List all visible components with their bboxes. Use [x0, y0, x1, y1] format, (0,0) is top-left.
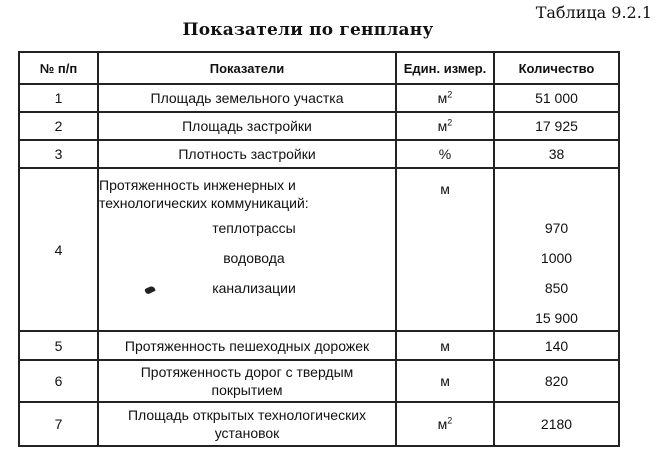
qty-value: 970	[544, 220, 569, 236]
row-num: 2	[19, 112, 98, 140]
sub-item: канализации	[212, 280, 296, 296]
table-number: Таблица 9.2.1	[535, 3, 652, 22]
unit-text: м	[437, 416, 448, 432]
unit-superscript: 2	[447, 415, 453, 426]
header-indicator: Показатели	[98, 52, 396, 84]
row-unit: м	[396, 360, 494, 402]
row-num: 6	[19, 360, 98, 402]
unit-superscript: 2	[447, 117, 453, 128]
row-indicator	[98, 402, 396, 446]
qty-value: 850	[544, 280, 569, 296]
unit-superscript: 2	[447, 89, 453, 100]
table-row	[19, 360, 619, 402]
indicators-table	[18, 51, 620, 447]
row-num: 7	[19, 402, 98, 446]
sub-item: водовода	[223, 250, 285, 266]
row-num: 3	[19, 140, 98, 168]
row-qty: 140	[494, 331, 619, 360]
row-indicator: Плотность застройки	[98, 140, 396, 168]
table-row	[19, 140, 619, 168]
row-num: 4	[19, 168, 98, 331]
row-num: 1	[19, 84, 98, 112]
table-title: Показатели по генплану	[182, 20, 434, 40]
row-indicator: Площадь застройки	[98, 112, 396, 140]
row-indicator	[98, 168, 396, 331]
table-row	[19, 331, 619, 360]
row-unit: м	[396, 331, 494, 360]
table-row	[19, 112, 619, 140]
qty-value: 1000	[540, 250, 573, 266]
table-row	[19, 84, 619, 112]
row-qty: 51 000	[494, 84, 619, 112]
indicator-line: Площадь открытых технологических	[127, 407, 367, 423]
indicator-line: установок	[214, 425, 280, 441]
indicator-line: покрытием	[211, 382, 283, 398]
row-indicator	[98, 360, 396, 402]
qty-value: 15 900	[535, 310, 578, 326]
row-unit: %	[396, 140, 494, 168]
row-unit	[396, 112, 494, 140]
header-unit: Един. измер.	[396, 52, 494, 84]
header-qty: Количество	[494, 52, 619, 84]
row-qty	[494, 168, 619, 331]
row-indicator: Площадь земельного участка	[98, 84, 396, 112]
table-row	[19, 168, 619, 331]
row-qty: 38	[494, 140, 619, 168]
header-row	[19, 52, 619, 84]
indicator-heading	[99, 176, 309, 212]
row-qty: 820	[494, 360, 619, 402]
row-num: 5	[19, 331, 98, 360]
row-indicator: Протяженность пешеходных дорожек	[98, 331, 396, 360]
row-unit	[396, 402, 494, 446]
row-qty: 2180	[494, 402, 619, 446]
table-row	[19, 402, 619, 446]
unit-text: м	[437, 118, 448, 134]
unit-text: м	[437, 90, 448, 106]
row-unit	[396, 84, 494, 112]
header-num: № п/п	[19, 52, 98, 84]
row-unit	[396, 168, 494, 331]
row-qty: 17 925	[494, 112, 619, 140]
indicator-line: Протяженность инженерных и	[99, 177, 296, 193]
sub-item: теплотрассы	[212, 220, 296, 236]
indicator-line: технологических коммуникаций:	[99, 195, 309, 211]
unit-text: м	[440, 181, 450, 197]
indicator-line: Протяженность дорог с твердым	[140, 364, 354, 380]
